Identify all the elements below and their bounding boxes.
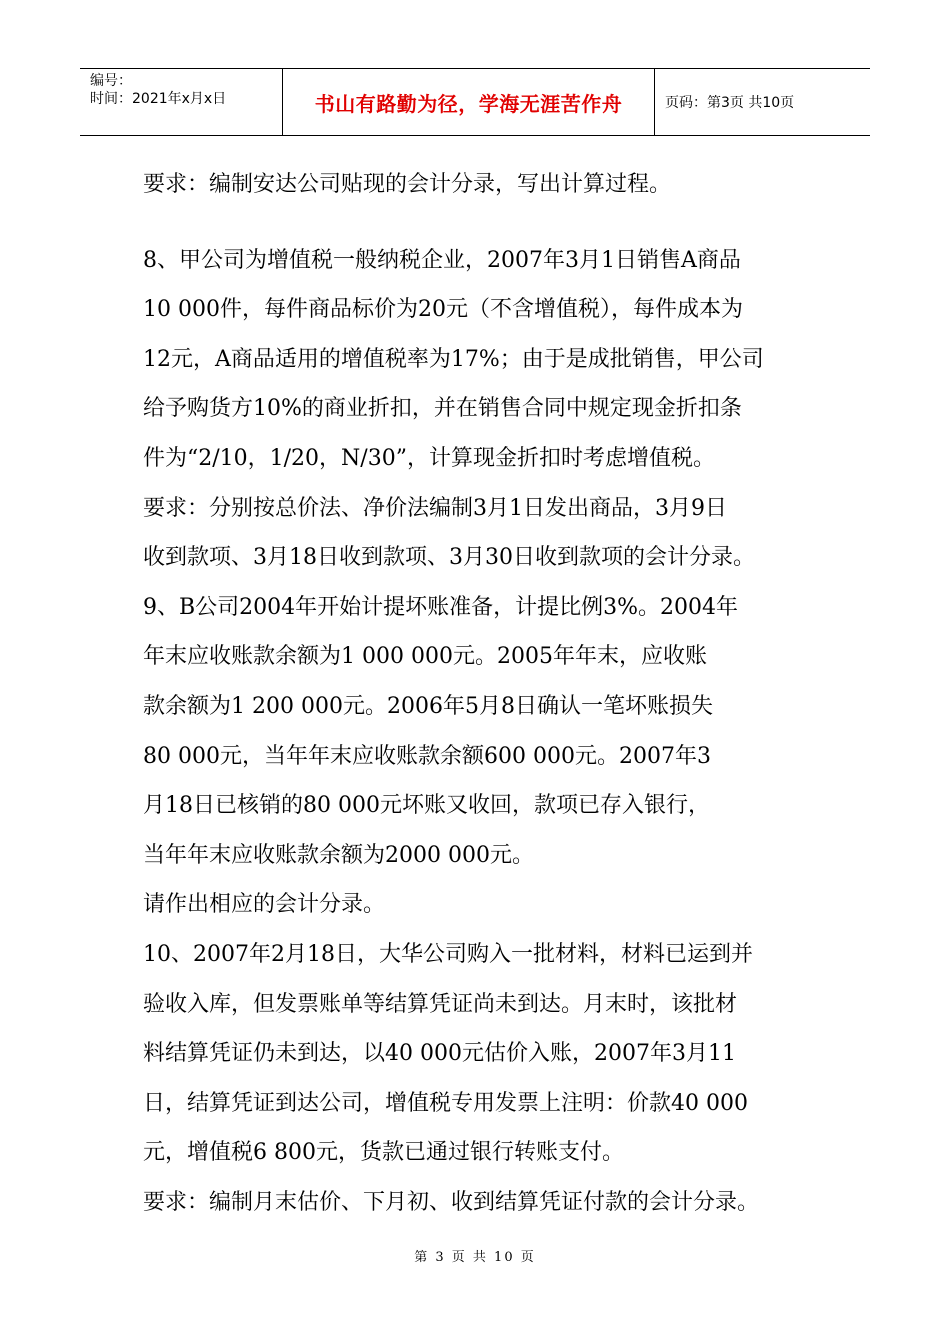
- text-line: 请作出相应的会计分录。: [143, 892, 386, 918]
- document-body: [143, 160, 815, 1227]
- text-line: 要求：编制安达公司贴现的会计分录，写出计算过程。: [143, 172, 672, 197]
- text-line: 件为“2/10，1/20，N/30”，计算现金折扣时考虑增值税。: [143, 445, 715, 471]
- text-line: 当年年末应收账款余额为2000 000元。: [143, 842, 534, 868]
- text-line: 年末应收账款余额为1 000 000元。2005年年末，应收账: [143, 644, 707, 670]
- text-line: 月18日已核销的80 000元坏账又收回，款项已存入银行，: [143, 793, 710, 819]
- text-line: 80 000元，当年年末应收账款余额600 000元。2007年3: [143, 743, 711, 769]
- questions-block: [143, 236, 815, 1228]
- text-line: 12元，A商品适用的增值税率为17%；由于是成批销售，甲公司: [143, 346, 764, 372]
- text-line: 10、2007年2月18日，大华公司购入一批材料，材料已运到并: [143, 941, 753, 967]
- text-line: 验收入库，但发票账单等结算凭证尚未到达。月末时，该批材: [143, 991, 738, 1017]
- page-footer: 第 3 页 共 10 页: [414, 1250, 536, 1265]
- text-line: 收到款项、3月18日收到款项、3月30日收到款项的会计分录。: [143, 545, 755, 571]
- text-line: 要求：分别按总价法、净价法编制3月1日发出商品，3月9日: [143, 495, 727, 521]
- text-line: 料结算凭证仍未到达，以40 000元估价入账，2007年3月11: [143, 1041, 736, 1067]
- number-label: 编号：: [90, 73, 132, 89]
- text-line: 元，增值税6 800元，货款已通过银行转账支付。: [143, 1140, 624, 1166]
- text-line: 给予购货方10%的商业折扣，并在销售合同中规定现金折扣条: [143, 396, 742, 422]
- requirement-block: [143, 160, 815, 210]
- text-line: 要求：编制月末估价、下月初、收到结算凭证付款的会计分录。: [143, 1189, 760, 1215]
- text-line: 日，结算凭证到达公司，增值税专用发票上注明：价款40 000: [143, 1090, 748, 1116]
- header-page-info: 页码：第3页 共10页: [665, 95, 795, 111]
- header-meta: [80, 69, 283, 135]
- text-line: 8、甲公司为增值税一般纳税企业，2007年3月1日销售A商品: [143, 247, 741, 273]
- text-line: 款余额为1 200 000元。2006年5月8日确认一笔坏账损失: [143, 693, 713, 719]
- page-header: [80, 68, 870, 136]
- time-label: 时间：2021年x月x日: [90, 91, 227, 107]
- header-motto: 书山有路勤为径，学海无涯苦作舟: [283, 69, 655, 135]
- text-line: 9、B公司2004年开始计提坏账准备，计提比例3%。2004年: [143, 594, 739, 620]
- paragraph-gap: [143, 210, 815, 236]
- text-line: 10 000件，每件商品标价为20元（不含增值税），每件成本为: [143, 297, 743, 323]
